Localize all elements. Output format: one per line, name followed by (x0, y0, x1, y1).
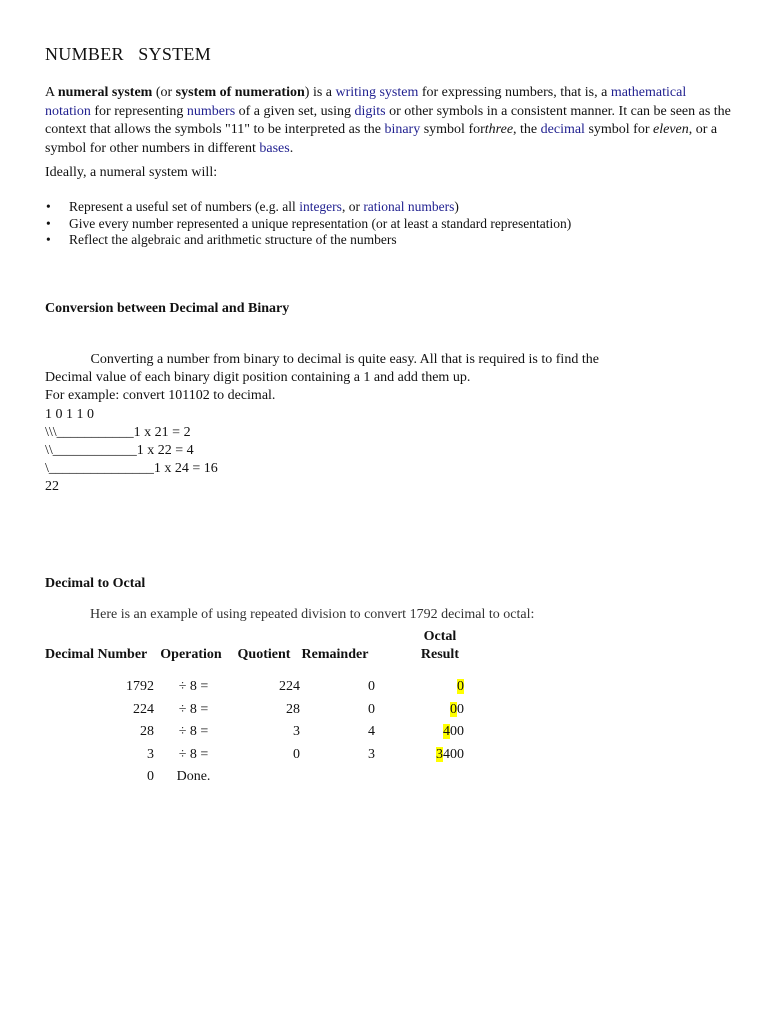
cell-quotient: 28 (286, 701, 300, 717)
text: ) (454, 199, 459, 214)
cell-quotient: 224 (279, 679, 300, 694)
cell-result (375, 744, 464, 767)
link-rational-numbers[interactable]: rational numbers (363, 199, 455, 214)
cell-operation: ÷ 8 = (178, 701, 209, 717)
result-rest: 00 (450, 724, 464, 739)
text: for expressing numbers, that is, a (418, 85, 611, 100)
col-header: Quotient (237, 647, 291, 662)
conversion-line: 22 (45, 479, 59, 495)
text: symbol for (584, 122, 654, 137)
cell-remainder (300, 766, 375, 789)
result-highlight: 0 (457, 679, 464, 694)
col-header-line: Octal (423, 629, 457, 644)
text: . (289, 140, 294, 156)
link-decimal[interactable]: decimal (540, 122, 585, 137)
col-header-line: Result (420, 647, 459, 662)
result-highlight: 4 (443, 724, 450, 739)
text: ) is a (304, 85, 336, 100)
cell-number: 28 (140, 724, 154, 739)
page-title: NUMBER SYSTEM (45, 44, 212, 64)
col-header: Remainder (301, 647, 369, 662)
result-highlight: 3 (436, 746, 443, 762)
conversion-line: \_______________1 x 24 = 16 (45, 461, 218, 477)
cell-number: 1792 (126, 679, 154, 694)
italic-term: eleven (653, 122, 689, 137)
cell-result (375, 766, 464, 789)
conversion-line: 1 0 1 1 0 (45, 406, 94, 422)
cell-remainder: 0 (368, 679, 375, 694)
link-mathematical-notation[interactable]: mathematical notation (45, 85, 687, 119)
list-item: • Give every number represented a unique representation (or at least a standard representation) (45, 216, 571, 233)
text: , or (341, 199, 364, 214)
link-bases[interactable]: bases (259, 140, 290, 156)
bold-term: system of numeration (175, 85, 305, 100)
octal-intro: Here is an example of using repeated division to convert 1792 decimal to octal: (90, 607, 535, 622)
result-highlight: 0 (450, 701, 457, 717)
conversion-line: For example: convert 101102 to decimal. (45, 388, 276, 404)
link-integers[interactable]: integers (299, 199, 342, 214)
cell-number: 224 (133, 701, 154, 717)
cell-operation: ÷ 8 = (178, 724, 209, 739)
table-row (45, 744, 464, 767)
octal-table (45, 628, 464, 789)
bold-term: numeral system (57, 85, 153, 100)
col-header (375, 628, 464, 676)
table-row (45, 699, 464, 722)
col-header: Decimal Number (45, 647, 148, 662)
cell-operation: Done. (176, 769, 211, 784)
section-heading-octal: Decimal to Octal (45, 576, 146, 591)
cell-quotient: 3 (293, 724, 300, 739)
list-item (45, 199, 571, 216)
link-digits[interactable]: digits (354, 103, 386, 119)
text: for representing (90, 103, 187, 119)
section-heading-conversion: Conversion between Decimal and Binary (45, 301, 290, 316)
cell-number: 3 (147, 746, 154, 762)
conversion-line: \\\___________1 x 21 = 2 (45, 424, 191, 440)
bullet-list (45, 199, 571, 249)
cell-number: 0 (147, 769, 154, 784)
intro-paragraph (45, 84, 735, 158)
cell-quotient (233, 766, 300, 789)
link-numbers[interactable]: numbers (186, 103, 236, 119)
text: symbol for (420, 122, 485, 137)
cell-remainder: 3 (368, 746, 375, 762)
cell-operation: ÷ 8 = (178, 746, 209, 762)
list-item: • Reflect the algebraic and arithmetic structure of the numbers (45, 232, 571, 249)
cell-result (375, 676, 464, 699)
text: or other symbols in a consistent manner. It can be seen as the context that allows the symbols "11" to be interpreted as the (45, 103, 731, 137)
text: , the (513, 122, 541, 137)
conversion-line: Converting a number from binary to decimal is quite easy. All that is required is to find the (45, 352, 599, 367)
text: Represent a useful set of numbers (e.g. all (69, 199, 300, 214)
cell-quotient: 0 (293, 746, 300, 762)
text: of a given set, using (235, 103, 355, 119)
col-header: Operation (160, 647, 222, 662)
cell-remainder: 4 (368, 724, 375, 739)
table-row (45, 721, 464, 744)
result-rest: 400 (443, 746, 464, 762)
conversion-line: \\____________1 x 22 = 4 (45, 443, 194, 459)
cell-result (375, 699, 464, 722)
table-header-row (45, 628, 464, 676)
text: , or a symbol for other numbers in different (45, 122, 718, 156)
link-writing-system[interactable]: writing system (335, 85, 419, 100)
ideal-text: Ideally, a numeral system will: (45, 165, 218, 180)
italic-term: three (484, 122, 514, 137)
result-rest: 0 (457, 701, 464, 717)
cell-operation: ÷ 8 = (178, 679, 209, 694)
conversion-line: Decimal value of each binary digit position containing a 1 and add them up. (45, 370, 471, 386)
link-binary[interactable]: binary (384, 122, 421, 137)
cell-result (375, 721, 464, 744)
table-row (45, 766, 464, 789)
conversion-example (45, 351, 599, 497)
text: A (45, 85, 58, 100)
table-row (45, 676, 464, 699)
cell-remainder: 0 (368, 701, 375, 717)
text: (or (152, 85, 176, 100)
